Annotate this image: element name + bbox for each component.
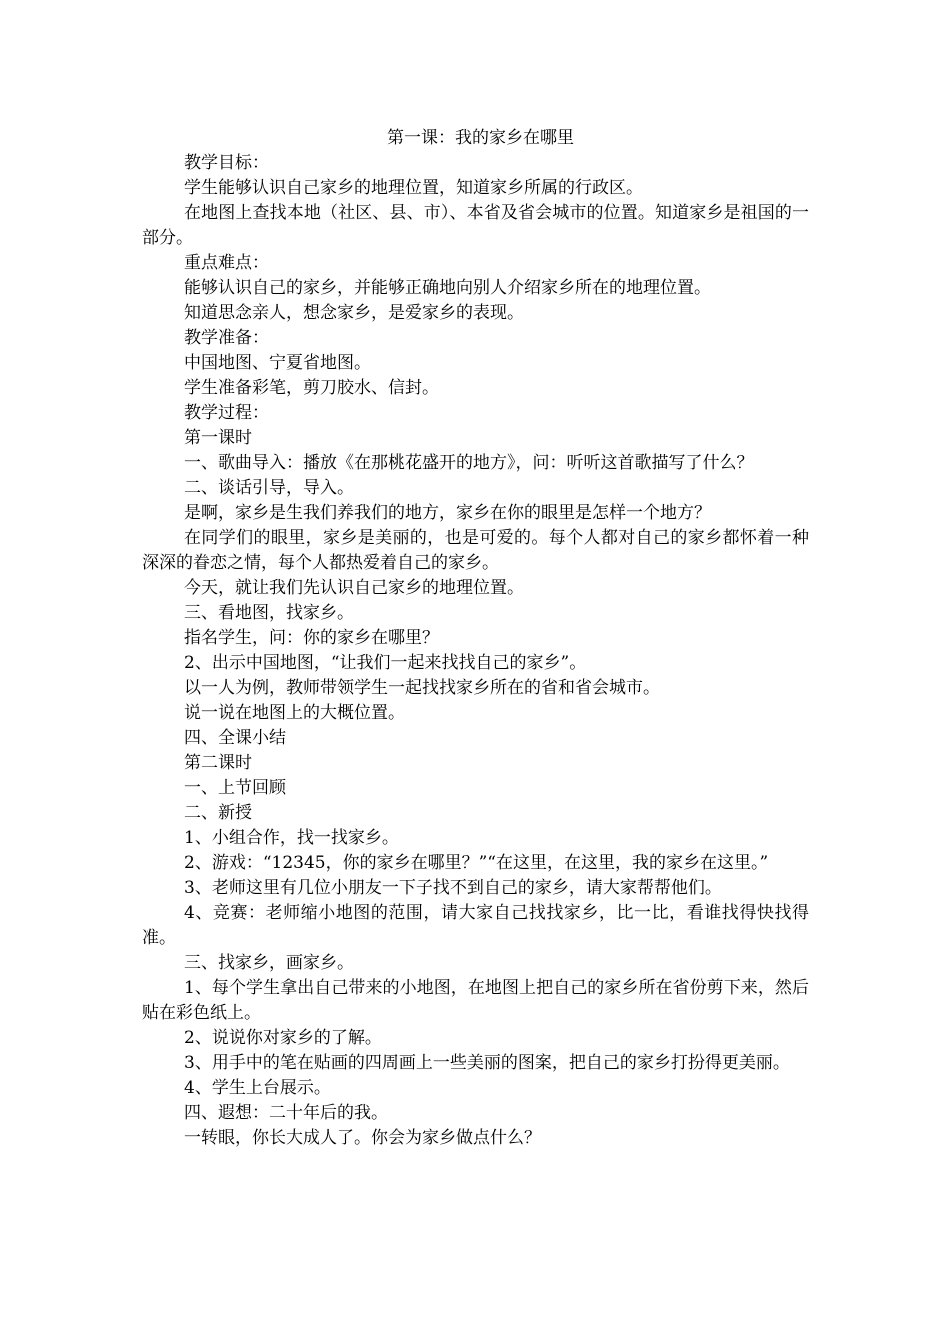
paragraph: 教学准备：: [184, 328, 269, 348]
paragraph: 3、老师这里有几位小朋友一下子找不到自己的家乡，请大家帮帮他们。: [184, 878, 722, 898]
paragraph: 能够认识自己的家乡，并能够正确地向别人介绍家乡所在的地理位置。: [184, 278, 711, 298]
paragraph: 四、全课小结: [184, 728, 286, 748]
document-title: 第一课：我的家乡在哪里: [387, 128, 574, 148]
paragraph: 2、出示中国地图，“让我们一起来找找自己的家乡”。: [184, 653, 587, 673]
paragraph: 在同学们的眼里，家乡是美丽的，也是可爱的。每个人都对自己的家乡都怀着一种深深的眷恋之情，每个人都热爱着自己的家乡。: [142, 528, 809, 573]
paragraph: 今天，就让我们先认识自己家乡的地理位置。: [184, 578, 524, 598]
paragraph: 教学目标：: [184, 153, 269, 173]
paragraph: 1、每个学生拿出自己带来的小地图，在地图上把自己的家乡所在省份剪下来，然后贴在彩色纸上。: [142, 978, 809, 1023]
paragraph: 一、上节回顾: [184, 778, 286, 798]
paragraph: 二、新授: [184, 803, 252, 823]
paragraph: 1、小组合作，找一找家乡。: [184, 828, 399, 848]
paragraph: 说一说在地图上的大概位置。: [184, 703, 405, 723]
paragraph: 以一人为例，教师带领学生一起找找家乡所在的省和省会城市。: [184, 678, 660, 698]
paragraph: 2、说说你对家乡的了解。: [184, 1028, 382, 1048]
paragraph: 三、看地图，找家乡。: [184, 603, 354, 623]
paragraph: 3、用手中的笔在贴画的四周画上一些美丽的图案，把自己的家乡打扮得更美丽。: [184, 1053, 790, 1073]
paragraph: 指名学生，问：你的家乡在哪里？: [184, 628, 439, 648]
paragraph: 4、竞赛：老师缩小地图的范围，请大家自己找找家乡，比一比，看谁找得快找得准。: [142, 903, 809, 948]
paragraph: 一转眼，你长大成人了。你会为家乡做点什么？: [184, 1128, 541, 1148]
paragraph: 第一课时: [184, 428, 252, 448]
paragraph: 四、遐想：二十年后的我。: [184, 1103, 388, 1123]
paragraph: 2、游戏：“12345，你的家乡在哪里？”“在这里，在这里，我的家乡在这里。”: [184, 853, 769, 873]
paragraph: 二、谈话引导，导入。: [184, 478, 354, 498]
paragraph: 第二课时: [184, 753, 252, 773]
paragraph: 4、学生上台展示。: [184, 1078, 331, 1098]
paragraph: 学生准备彩笔，剪刀胶水、信封。: [184, 378, 439, 398]
paragraph: 三、找家乡，画家乡。: [184, 953, 354, 973]
paragraph: 知道思念亲人，想念家乡，是爱家乡的表现。: [184, 303, 524, 323]
document-body: [142, 151, 809, 1151]
paragraph: 中国地图、宁夏省地图。: [184, 353, 371, 373]
document-page: [142, 126, 809, 1151]
paragraph: 教学过程：: [184, 403, 269, 423]
paragraph: 学生能够认识自己家乡的地理位置，知道家乡所属的行政区。: [184, 178, 643, 198]
paragraph: 在地图上查找本地（社区、县、市）、本省及省会城市的位置。知道家乡是祖国的一部分。: [142, 203, 809, 248]
paragraph: 是啊，家乡是生我们养我们的地方，家乡在你的眼里是怎样一个地方？: [184, 503, 711, 523]
paragraph: 一、歌曲导入：播放《在那桃花盛开的地方》，问：听听这首歌描写了什么？: [184, 453, 754, 473]
paragraph: 重点难点：: [184, 253, 269, 273]
